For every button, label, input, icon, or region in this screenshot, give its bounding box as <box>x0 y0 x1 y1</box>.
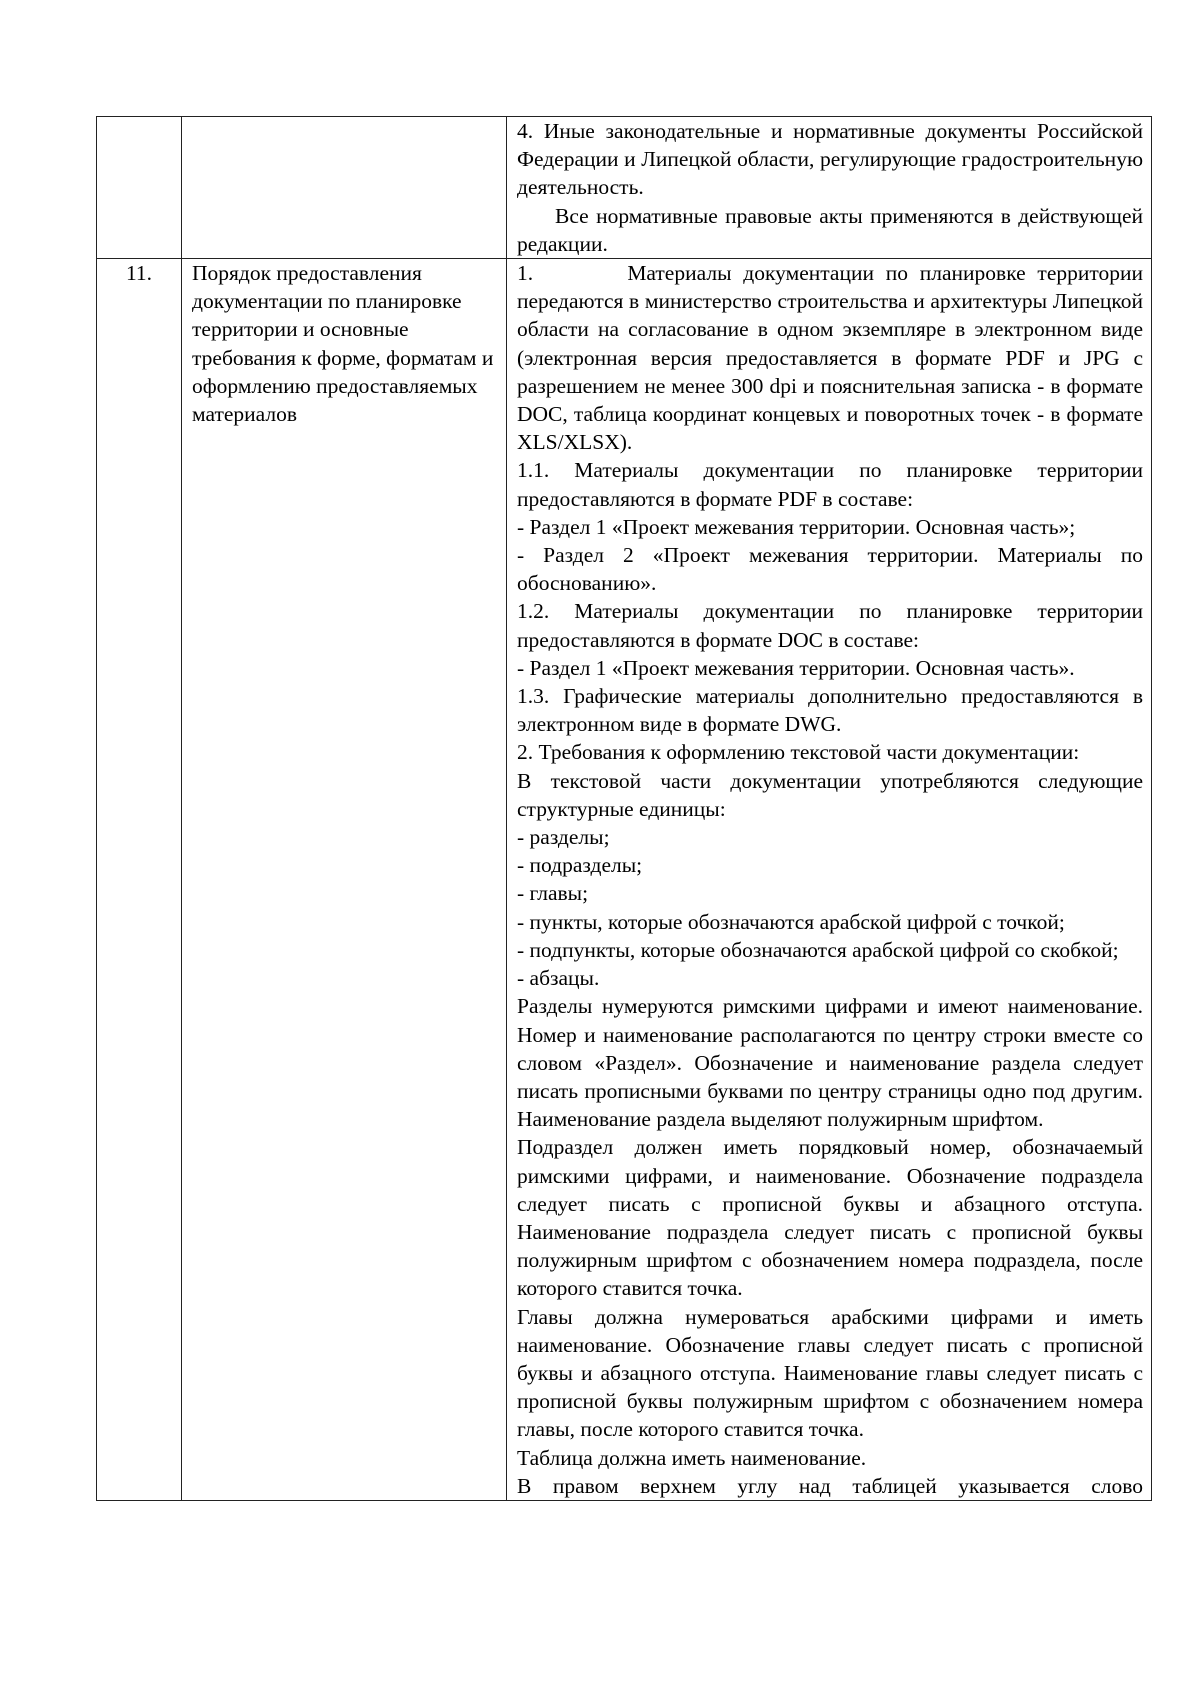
row-content-cell <box>507 259 1152 1501</box>
list-item: - пункты, которые обозначаются арабской цифрой с точкой; <box>517 909 1065 934</box>
paragraph: 1.1. Материалы документации по планировке территории предоставляются в формате PDF в составе: <box>517 458 1143 511</box>
paragraph: Разделы нумеруются римскими цифрами и имеют наименование. Номер и наименование располагаются по центру строки вместе со словом «Раздел». Обозначение и наименование раздела следует писать прописными буквами по центру страницы одно под другим. Наименование раздела выделяют полужирным шрифтом. <box>517 994 1143 1132</box>
table-row <box>97 117 1152 259</box>
paragraph: 1. Материалы документации по планировке территории передаются в министерство строительства и архитектуры Липецкой области на согласование в одном экземпляре в электронном виде (электронная версия предоставляется в формате PDF и JPG с разрешением не менее 300 dpi и пояснительная записка - в формате DOC, таблица координат концевых и поворотных точек - в формате XLS/XLSX). <box>517 261 1143 455</box>
paragraph: Все нормативные правовые акты применяются в действующей редакции. <box>517 203 1143 256</box>
list-item: - абзацы. <box>517 966 600 991</box>
list-item: - Раздел 2 «Проект межевания территории. Материалы по обоснованию». <box>517 543 1143 596</box>
list-item: - Раздел 1 «Проект межевания территории. Основная часть»; <box>517 514 1076 539</box>
paragraph: 1.2. Материалы документации по планировке территории предоставляются в формате DOC в составе: <box>517 599 1143 652</box>
paragraph: Главы должна нумероваться арабскими цифрами и иметь наименование. Обозначение главы следует писать с прописной буквы и абзацного отступа. Наименование главы следует писать с прописной буквы полужирным шрифтом с обозначением номера главы, после которого ставится точка. <box>517 1304 1143 1442</box>
paragraph: В правом верхнем углу над таблицей указывается слово <box>517 1473 1143 1498</box>
table-row <box>97 259 1152 1501</box>
row-name-cell <box>182 117 507 259</box>
row-number-cell: 11. <box>97 259 182 1501</box>
paragraph: В текстовой части документации употребляются следующие структурные единицы: <box>517 768 1143 821</box>
paragraph: 4. Иные законодательные и нормативные документы Российской Федерации и Липецкой области, регулирующие градостроительную деятельность. <box>517 119 1143 200</box>
row-number-cell <box>97 117 182 259</box>
requirements-table <box>96 116 1152 1501</box>
row-content-cell <box>507 117 1152 259</box>
paragraph: Подраздел должен иметь порядковый номер, обозначаемый римскими цифрами, и наименование. Обозначение подраздела следует писать с прописной буквы и абзацного отступа. Наименование подраздела следует писать с прописной буквы полужирным шрифтом с обозначением номера подраздела, после которого ставится точка. <box>517 1135 1143 1301</box>
list-item: - разделы; <box>517 825 610 850</box>
list-item: - подразделы; <box>517 853 643 878</box>
list-item: - главы; <box>517 881 589 906</box>
row-name-cell: Порядок предоставления документации по планировке территории и основные требования к форме, форматам и оформлению предоставляемых материалов <box>182 259 507 1501</box>
paragraph: Таблица должна иметь наименование. <box>517 1445 867 1470</box>
paragraph: 1.3. Графические материалы дополнительно предоставляются в электронном виде в формате DWG. <box>517 684 1143 737</box>
list-item: - подпункты, которые обозначаются арабской цифрой со скобкой; <box>517 937 1119 962</box>
paragraph: 2. Требования к оформлению текстовой части документации: <box>517 740 1080 765</box>
list-item: - Раздел 1 «Проект межевания территории. Основная часть». <box>517 655 1075 680</box>
